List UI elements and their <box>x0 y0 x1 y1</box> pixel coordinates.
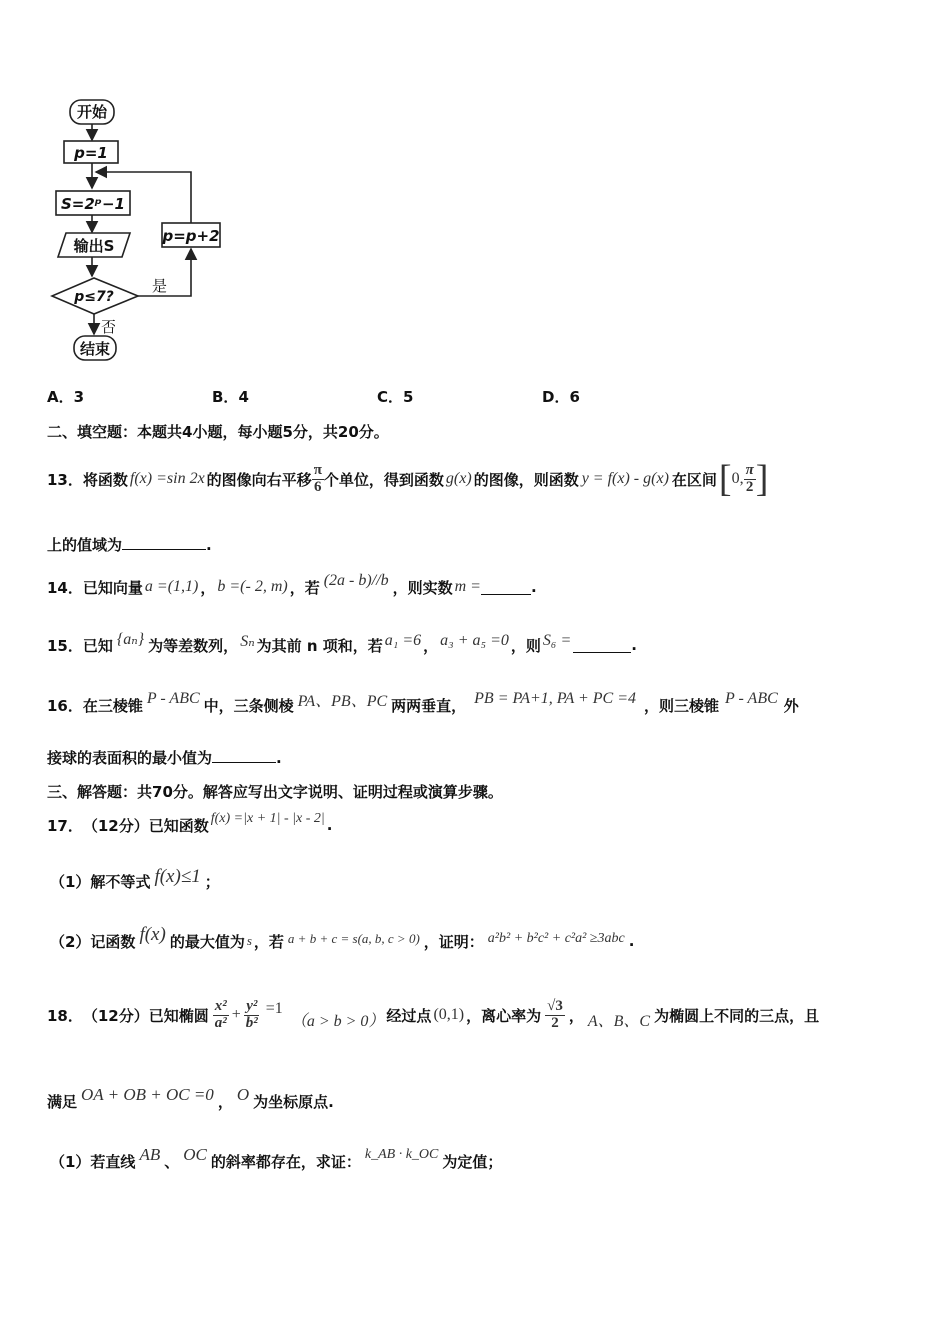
q18-ellipse-y: $\frac{\text{y²}}{\text{b²}}$ <box>245 997 258 1031</box>
q16-line2: 接球的表面积的最小值为 . <box>47 749 282 767</box>
q13-shift-fraction: $\frac{\pi}{6}$ <box>313 461 322 495</box>
q18-line2: 满足 OA + OB + OC =0 ， O 为坐标原点. <box>47 1085 334 1111</box>
q18-ellipse-x: $\frac{\text{x²}}{\text{a²}}$ <box>214 997 227 1031</box>
q16-line1: 16． 在三棱锥 P - ABC 中，三条侧棱 PA、PB、PC 两两垂直， PB = PA+1, PA + PC =4 ，则三棱锥 P - ABC 外 <box>47 690 799 715</box>
q13-line2: 上的值域为 . <box>47 536 212 554</box>
q18-line1: 18． （12分）已知椭圆 $\frac{\text{x²}}{\text{a²}}$ + $\frac{\text{y²}}{\text{b²}}$ =1 （a > b > 0） 经过点 (0,1) ，离心率为 $\frac{√3}{2}$ ， A、B、C 为椭圆上不同的三点，且 <box>47 997 820 1031</box>
choice-b: B．4 <box>212 388 249 406</box>
flowchart-start-label: 开始 <box>76 103 108 121</box>
flowchart-no-label: 否 <box>101 318 117 336</box>
q13-line1: 13． 将函数 f(x) =sin 2x 的图像向右平移 $\frac{\pi}{6}$ 个单位，得到函数 g(x) 的图像，则函数 y = f(x) - g(x) 在区间 [ 0, $\frac{\pi}{2}$ ] <box>47 458 769 500</box>
flowchart-compute-label: S=2ᵖ−1 <box>61 195 125 213</box>
q17-stem: 17． （12分）已知函数 f(x) =|x + 1| - |x - 2| . <box>47 811 333 835</box>
section2-heading: 二、填空题：本题共4小题，每小题5分，共20分。 <box>47 423 389 441</box>
choice-d: D．6 <box>542 388 580 406</box>
flowchart-output-label: 输出S <box>73 237 115 255</box>
q18-part1: （1）若直线 AB 、 OC 的斜率都存在，求证： k_AB · k_OC 为定值； <box>50 1145 503 1171</box>
q14: 14． 已知向量 a =(1,1) ， b =(- 2, m) ，若 (2a - b)//b ，则实数 m = . <box>47 572 537 597</box>
flowchart-init-label: p=1 <box>74 144 108 162</box>
flowchart-condition-label: p≤7? <box>74 289 114 305</box>
q18-eccentricity: $\frac{√3}{2}$ <box>547 997 563 1031</box>
flowchart-end-label: 结束 <box>79 340 111 358</box>
q17-part1: （1）解不等式 f(x)≤1 ； <box>50 866 220 891</box>
q13-interval: [ 0, $\frac{\pi}{2}$ ] <box>718 458 769 500</box>
section3-heading: 三、解答题：共70分。解答应写出文字说明、证明过程或演算步骤。 <box>47 783 503 801</box>
flowchart <box>50 96 240 371</box>
flowchart-yes-label: 是 <box>152 277 168 295</box>
flowchart-increment-label: p=p+2 <box>162 227 220 245</box>
choice-a: A．3 <box>47 388 85 406</box>
q15: 15． 已知 {aₙ} 为等差数列， Sₙ 为其前 n 项和，若 a₁ =6 ， a₃ + a₅ =0 ，则 S₆ = . <box>47 631 637 655</box>
choice-c: C．5 <box>377 388 414 406</box>
q17-part2: （2）记函数 f(x) 的最大值为 s ，若 a + b + c = s(a, b, c > 0) ，证明： a²b² + b²c² + c²a² ≥3abc . <box>50 924 635 951</box>
